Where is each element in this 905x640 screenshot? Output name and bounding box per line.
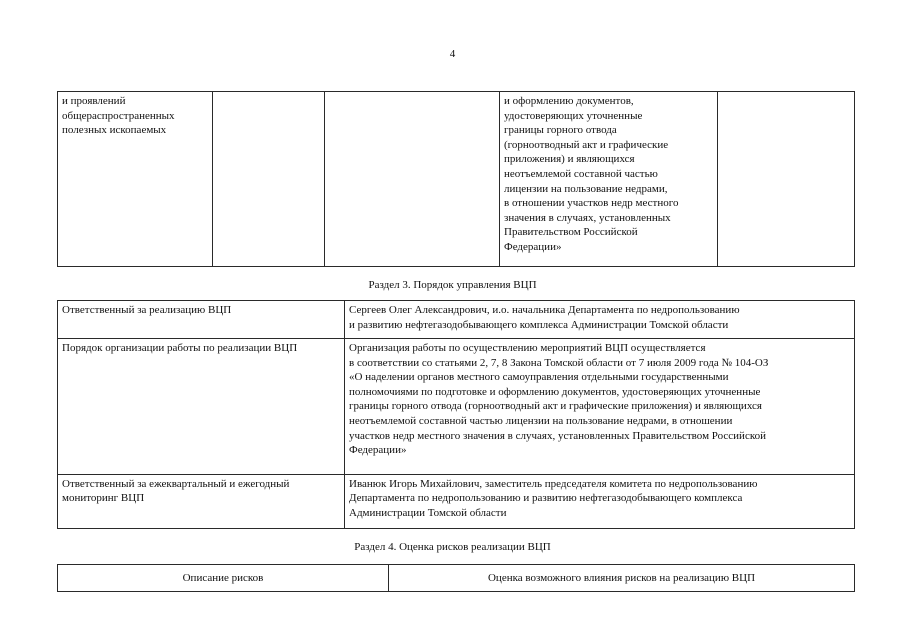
page-number: 4 xyxy=(449,48,456,60)
management-table xyxy=(57,300,855,529)
header-risk-description: Описание рисков xyxy=(58,565,389,592)
table-row xyxy=(58,301,855,339)
table-row xyxy=(58,92,855,267)
row-value: Сергеев Олег Александрович, и.о. начальника Департамента по недропользованию и развитию нефтегазодобывающего комплекса Администрации Томской области xyxy=(345,301,855,339)
table-cell xyxy=(58,92,213,267)
row-label: Порядок организации работы по реализации ВЦП xyxy=(58,339,345,475)
table-cell xyxy=(213,92,325,267)
row-label: Ответственный за ежеквартальный и ежегодный мониторинг ВЦП xyxy=(58,474,345,528)
table-header-row xyxy=(58,565,855,592)
header-risk-impact: Оценка возможного влияния рисков на реализацию ВЦП xyxy=(389,565,855,592)
cell-text: и проявлений общераспространенных полезных ископаемых xyxy=(62,95,175,137)
table-row xyxy=(58,339,855,475)
table-cell xyxy=(500,92,718,267)
section3-title: Раздел 3. Порядок управления ВЦП xyxy=(368,279,537,291)
table-cell xyxy=(325,92,500,267)
row-value: Организация работы по осуществлению мероприятий ВЦП осуществляется в соответствии со статьями 2, 7, 8 Закона Томской области от 7 июля 2009 года № 104-ОЗ «О наделении органов местного самоуправления отдельными государственными полномочиями по подготовке и оформлению документов, удостоверяющих уточненные границы горного отвода (горноотводный акт и графические приложения) и являющихся неотъемлемой составной частью лицензии на пользование недрами, в отношении участков недр местного значения в случаях, установленных Правительством Российской Федерации» xyxy=(345,339,855,475)
table-row xyxy=(58,474,855,528)
row-value: Иванюк Игорь Михайлович, заместитель председателя комитета по недропользованию Департамента по недропользованию и развитию нефтегазодобывающего комплекса Администрации Томской области xyxy=(345,474,855,528)
table-cell xyxy=(718,92,855,267)
continued-table xyxy=(57,91,855,267)
cell-text: и оформлению документов, удостоверяющих уточненные границы горного отвода (горноотводный акт и графические приложения) и являющихся неотъемлемой составной частью лицензии на пользование недрами, в отношении участков недр местного значения в случаях, установленных Правительством Российской Федерации» xyxy=(504,95,679,253)
risk-table xyxy=(57,564,855,592)
section4-title: Раздел 4. Оценка рисков реализации ВЦП xyxy=(354,541,551,553)
row-label: Ответственный за реализацию ВЦП xyxy=(58,301,345,339)
